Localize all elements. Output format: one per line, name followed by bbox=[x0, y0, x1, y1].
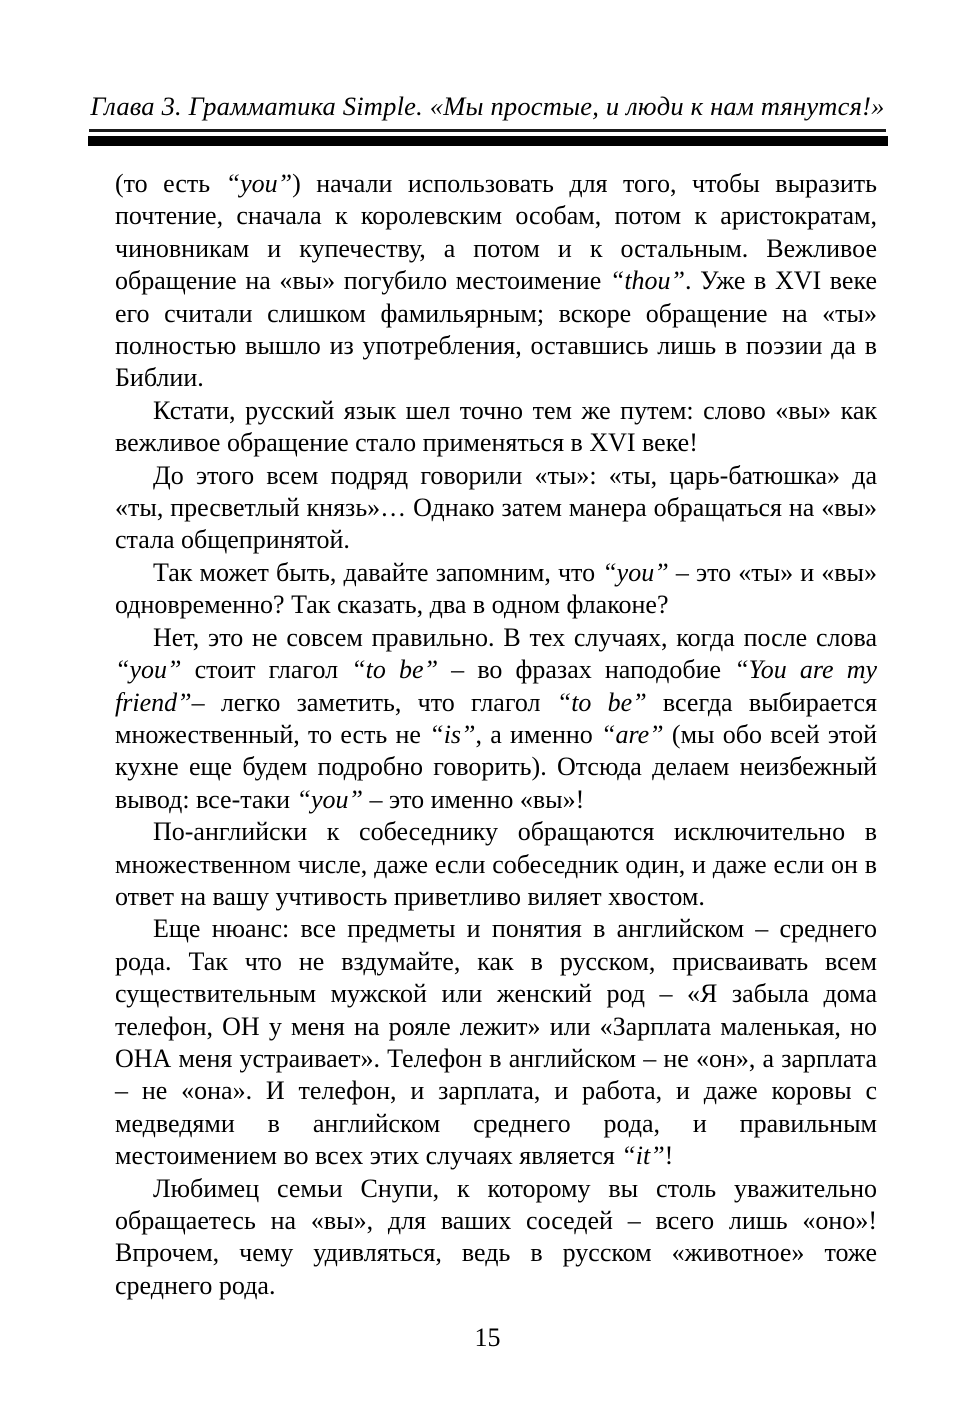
text-run: Так может быть, давайте запомним, что bbox=[153, 557, 603, 587]
text-run: (мы обо всей этой кухне еще будем подробно говорить). Отсюда делаем неизбежный вывод: все-таки bbox=[115, 719, 877, 814]
text-run: – это «ты» и «вы» одновременно? Так сказать, два в одном флаконе? bbox=[115, 557, 878, 620]
english-term-italic: “is” bbox=[429, 719, 476, 749]
text-run: Кстати, русский язык шел точно тем же путем: слово «вы» как вежливое обращение стало применяться в XVI веке! bbox=[115, 395, 877, 458]
english-term-italic: “you” bbox=[602, 557, 669, 587]
text-run: . Уже в XVI веке его считали слишком фамильярным; вскоре обращение на «ты» полностью вышло из употребления, оставшись лишь в поэзии да в Библии. bbox=[115, 266, 877, 393]
text-run: – это именно «вы»! bbox=[362, 784, 585, 814]
text-run: (то есть bbox=[115, 169, 226, 198]
text-run: всегда выбирается множественный, то есть не bbox=[115, 687, 877, 749]
paragraph bbox=[115, 557, 877, 622]
paragraph bbox=[115, 168, 877, 395]
page-number: 15 bbox=[474, 1323, 501, 1352]
header-rule-thin bbox=[89, 129, 886, 132]
english-term-italic: “you” bbox=[296, 784, 363, 814]
text-run: – во фразах наподобие bbox=[438, 655, 735, 685]
page-body bbox=[115, 168, 877, 1302]
text-run: Нет, это не совсем правильно. В тех случаях, когда после слова bbox=[153, 622, 877, 652]
paragraph bbox=[115, 622, 877, 816]
paragraph bbox=[115, 460, 877, 557]
header-rule-thick bbox=[88, 136, 888, 146]
text-run: По-английски к собеседнику обращаются исключительно в множественном числе, даже если собеседник один, и даже если он в ответ на вашу учтивость приветливо виляет хвостом. bbox=[115, 817, 877, 911]
text-run: Еще нюанс: все предметы и понятия в английском – среднего рода. Так что не вздумайте, как в русском, присваивать всем существительным мужской или женский род – «Я забыла дома телефон, ОН у меня на рояле лежит» или «Зарплата маленькая, но ОНА меня устраивает». Телефон в английском – не «он», а зарплата – не «она». И телефон, и зарплата, и работа, и даже коровы с медведями в английском среднего рода, и правильным местоимением во всех этих случаях является bbox=[115, 914, 877, 1171]
text-run: До этого всем подряд говорили «ты»: «ты, царь-батюшка» да «ты, пресветлый князь»… Однако затем манера обращаться на «вы» стала общепринятой. bbox=[115, 460, 877, 555]
english-term-italic: “to be” bbox=[351, 655, 439, 685]
paragraph bbox=[115, 395, 877, 460]
english-term-italic: “you” bbox=[115, 655, 182, 685]
chapter-header-title: Глава 3. Грамматика Simple. «Мы простые, и люди к нам тянутся!» bbox=[90, 91, 885, 121]
text-run: – легко заметить, что глагол bbox=[191, 687, 557, 717]
text-run: стоит глагол bbox=[181, 655, 352, 685]
paragraph bbox=[115, 913, 877, 1172]
english-term-italic: “You are my friend” bbox=[115, 655, 878, 717]
english-term-italic: “thou” bbox=[609, 266, 686, 296]
english-term-italic: “to be” bbox=[556, 687, 647, 717]
paragraph bbox=[115, 1173, 877, 1303]
text-run: , а именно bbox=[475, 719, 602, 749]
text-run: ) начали использовать для того, чтобы выразить почтение, сначала к королевским особам, потом к аристократам, чиновникам и купечеству, а потом и к остальным. Вежливое обращение на «вы» погубило местоимение bbox=[115, 169, 878, 296]
text-run: ! bbox=[664, 1141, 674, 1171]
english-term-italic: “it” bbox=[621, 1141, 665, 1171]
text-run: Любимец семьи Снупи, к которому вы столь уважительно обращаетесь на «вы», для ваших соседей – всего лишь «оно»! Впрочем, чему удивляться, ведь в русском «животное» тоже среднего рода. bbox=[115, 1173, 877, 1300]
english-term-italic: “you” bbox=[225, 169, 293, 198]
running-header bbox=[44, 90, 931, 146]
paragraph bbox=[115, 816, 877, 913]
english-term-italic: “are” bbox=[601, 719, 664, 749]
